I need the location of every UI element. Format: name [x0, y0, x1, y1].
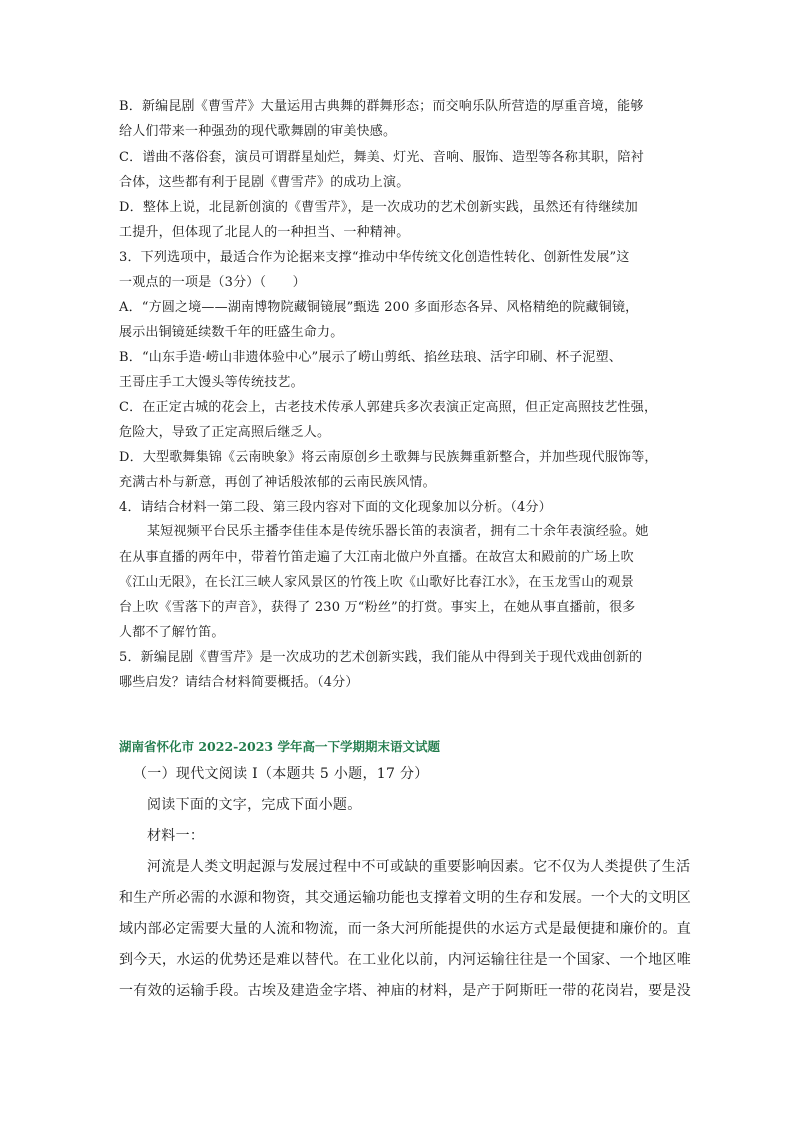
- option-d-line-2: 工提升，但体现了北昆人的一种担当、一种精神。: [119, 225, 410, 240]
- option-b-line-2: 给人们带来一种强劲的现代歌舞剧的审美快感。: [119, 124, 397, 139]
- question-5-line-2: 哪些启发？请结合材料简要概括。（4分）: [119, 675, 359, 690]
- section-subtitle: （一）现代文阅读 I（本题共 5 小题，17 分）: [133, 766, 429, 782]
- option-c-line-2: 合体，这些都有利于昆剧《曹雪芹》的成功上演。: [119, 175, 410, 190]
- q4-material-line-1: 某短视频平台民乐主播李佳佳本是传统乐器长笛的表演者，拥有二十余年表演经验。她: [147, 524, 649, 539]
- section-title: 湖南省怀化市 2022-2023 学年高一下学期期末语文试题: [119, 739, 440, 754]
- question-4: 4．请结合材料一第二段、第三段内容对下面的文化现象加以分析。（4分）: [119, 500, 552, 515]
- q4-material-line-4: 台上吹《雪落下的声音》，获得了 230 万“粉丝”的打赏。事实上，在她从事直播前，很多: [119, 600, 636, 615]
- q3-option-d-line-1: D．大型歌舞集锦《云南映象》将云南原创乡土歌舞与民族舞重新整合，并加些现代服饰等，: [119, 450, 658, 465]
- material-label: 材料一：: [147, 828, 205, 844]
- material-body-line-2: 和生产所必需的水源和物资，其交通运输功能也支撑着文明的生存和发展。一个大的文明区: [119, 890, 691, 906]
- reading-instruction: 阅读下面的文字，完成下面小题。: [147, 797, 362, 813]
- q4-material-line-2: 在从事直播的两年中，带着竹笛走遍了大江南北做户外直播。在故宫太和殿前的广场上吹: [119, 550, 634, 565]
- material-body-line-3: 域内部必定需要大量的人流和物流，而一条大河所能提供的水运方式是最便捷和廉价的。直: [119, 921, 691, 937]
- q3-option-c-line-1: C．在正定古城的花会上，古老技术传承人郭建兵多次表演正定高照，但正定高照技艺性强，: [119, 400, 658, 415]
- material-body-line-4: 到今天，水运的优势还是难以替代。在工业化以前，内河运输往往是一个国家、一个地区唯: [119, 952, 691, 968]
- option-b-line-1: B．新编昆剧《曹雪芹》大量运用古典舞的群舞形态；而交响乐队所营造的厚重音境，能够: [119, 99, 644, 114]
- question-5-line-1: 5．新编昆剧《曹雪芹》是一次成功的艺术创新实践，我们能从中得到关于现代戏曲创新的: [119, 650, 643, 665]
- q3-option-a-line-1: A．“方圆之境——湖南博物院藏铜镜展”甄选 200 多面形态各异、风格精绝的院藏铜镜，: [119, 300, 639, 315]
- q3-option-a-line-2: 展示出铜镜延续数千年的旺盛生命力。: [119, 325, 344, 340]
- question-3-line-2: 一观点的一项是（3分）（ ）: [119, 275, 306, 290]
- q3-option-d-line-2: 充满古朴与新意，再创了神话般浓郁的云南民族风情。: [119, 475, 436, 490]
- material-body-line-1: 河流是人类文明起源与发展过程中不可或缺的重要影响因素。它不仅为人类提供了生活: [147, 859, 691, 875]
- q4-material-line-5: 人都不了解竹笛。: [119, 625, 225, 640]
- question-3-line-1: 3．下列选项中，最适合作为论据来支撑“推动中华传统文化创造性转化、创新性发展”这: [119, 250, 630, 265]
- option-d-line-1: D．整体上说，北昆新创演的《曹雪芹》，是一次成功的艺术创新实践，虽然还有待继续加: [119, 200, 638, 215]
- q3-option-b-line-1: B．“山东手造·崂山非遗体验中心”展示了崂山剪纸、掐丝珐琅、活字印刷、杯子泥塑、: [119, 350, 622, 365]
- material-body-line-5: 一有效的运输手段。古埃及建造金字塔、神庙的材料，是产于阿斯旺一带的花岗岩，要是没: [119, 983, 691, 999]
- q3-option-b-line-2: 王哥庄手工大馒头等传统技艺。: [119, 375, 304, 390]
- option-c-line-1: C．谱曲不落俗套，演员可谓群星灿烂，舞美、灯光、音响、服饰、造型等各称其职，陪衬: [119, 150, 644, 165]
- q4-material-line-3: 《江山无限》，在长江三峡人家风景区的竹筏上吹《山歌好比春江水》，在玉龙雪山的观景: [119, 575, 635, 590]
- q3-option-c-line-2: 危险大，导致了正定高照后继乏人。: [119, 425, 331, 440]
